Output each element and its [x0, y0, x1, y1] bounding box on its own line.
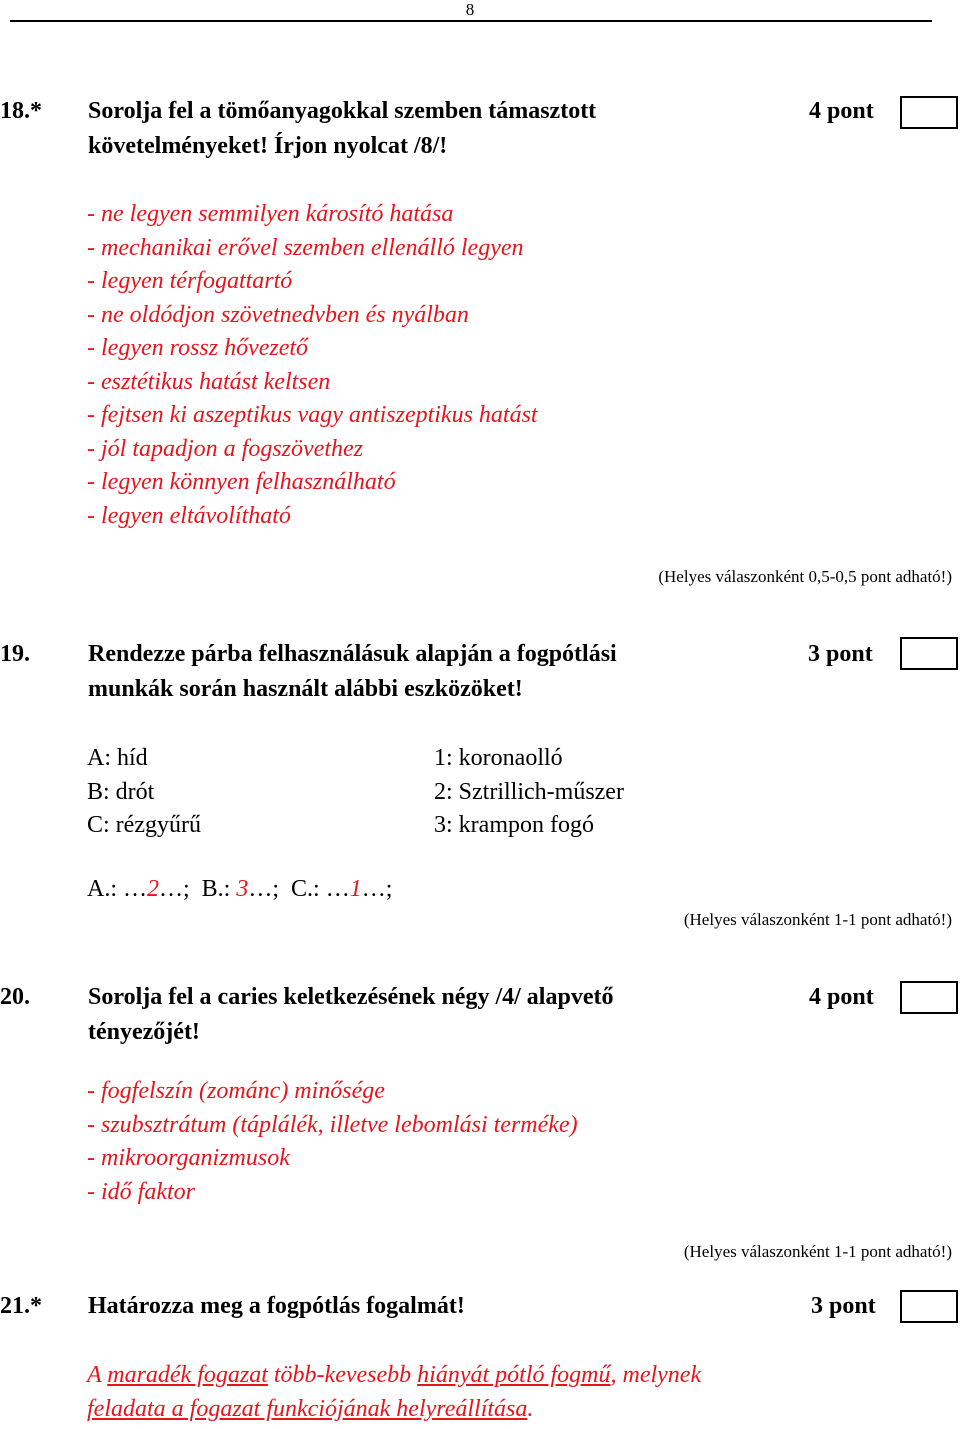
answer-item: - legyen térfogattartó — [87, 268, 293, 294]
answer-b-value: 3 — [236, 876, 249, 902]
header-rule — [10, 20, 932, 22]
question-18-score-box[interactable] — [900, 96, 958, 129]
question-21-points: 3 pont — [811, 1293, 876, 1319]
answer-end: …; — [361, 876, 393, 902]
answer-line-2 — [87, 1393, 701, 1427]
answer-item: - fejtsen ki aszeptikus vagy antiszeptikus hatást — [87, 402, 538, 428]
question-19-score-box[interactable] — [900, 637, 958, 670]
page-number: 8 — [465, 0, 475, 19]
answer-c-label: …; C.: … — [248, 876, 350, 902]
answer-item: - szubsztrátum (táplálék, illetve lebomlási terméke) — [87, 1111, 578, 1138]
list-item: 3: krampon fogó — [434, 812, 594, 838]
answer-b-label: …; B.: — [159, 876, 237, 902]
question-18-answer-list — [87, 198, 538, 533]
question-19-number: 19. — [0, 641, 30, 667]
question-18-number: 18.* — [0, 98, 42, 124]
list-item: 1: koronaolló — [434, 745, 563, 771]
question-18-scoring-note: (Helyes válaszonként 0,5-0,5 pont adható!) — [658, 567, 952, 586]
answer-item: - legyen könnyen felhasználható — [87, 469, 396, 495]
question-20-points: 4 pont — [809, 984, 874, 1010]
answer-item: - idő faktor — [87, 1178, 195, 1205]
answer-text: , melynek — [610, 1362, 702, 1388]
answer-underlined-text: hiányát pótló fogmű — [417, 1362, 611, 1388]
answer-item: - mechanikai erővel szemben ellenálló legyen — [87, 234, 524, 261]
question-20-scoring-note: (Helyes válaszonként 1-1 pont adható!) — [683, 1242, 952, 1261]
question-19-line1: Rendezze párba felhasználásuk alapján a fogpótlási — [88, 641, 617, 667]
answer-item: - mikroorganizmusok — [87, 1145, 290, 1171]
question-21-answer — [87, 1359, 701, 1426]
answer-item: - ne legyen semmilyen károsító hatása — [87, 201, 454, 227]
answer-underlined-text: maradék fogazat — [107, 1362, 268, 1388]
question-20-score-box[interactable] — [900, 981, 958, 1014]
answer-a-label: A.: … — [87, 876, 147, 902]
question-20-line1: Sorolja fel a caries keletkezésének négy /4/ alapvető — [88, 984, 614, 1010]
answer-item: - ne oldódjon szövetnedvben és nyálban — [87, 301, 469, 328]
answer-item: - fogfelszín (zománc) minősége — [87, 1078, 385, 1104]
answer-c-value: 1 — [349, 876, 362, 902]
question-19-right-column — [434, 742, 624, 843]
answer-text: több-kevesebb — [267, 1362, 418, 1388]
question-21-line1: Határozza meg a fogpótlás fogalmát! — [88, 1293, 465, 1319]
answer-text: . — [527, 1395, 534, 1422]
list-item: B: drót — [87, 778, 155, 805]
answer-line-1 — [87, 1359, 701, 1393]
answer-a-value: 2 — [147, 876, 159, 902]
question-21-number: 21.* — [0, 1293, 42, 1319]
answer-item: - legyen rossz hővezető — [87, 335, 309, 361]
answer-text: A — [87, 1362, 108, 1388]
question-19-answer-line — [87, 876, 392, 903]
question-19-line2: munkák során használt alábbi eszközöket! — [88, 676, 523, 702]
question-19-scoring-note: (Helyes válaszonként 1-1 pont adható!) — [683, 910, 952, 929]
question-20-answer-list — [87, 1075, 578, 1209]
question-19-points: 3 pont — [808, 641, 873, 667]
question-18-points: 4 pont — [809, 98, 874, 124]
question-18-line1: Sorolja fel a tömőanyagokkal szemben támasztott — [88, 98, 597, 124]
list-item: C: rézgyűrű — [87, 812, 201, 838]
question-19-left-column — [87, 742, 201, 843]
list-item: A: híd — [87, 745, 148, 771]
question-21-score-box[interactable] — [900, 1290, 958, 1323]
answer-item: - jól tapadjon a fogszövethez — [87, 435, 363, 462]
list-item: 2: Sztrillich-műszer — [434, 778, 624, 805]
answer-item: - legyen eltávolítható — [87, 502, 291, 529]
answer-item: - esztétikus hatást keltsen — [87, 368, 331, 395]
question-20-number: 20. — [0, 984, 30, 1010]
question-20-line2: tényezőjét! — [88, 1019, 200, 1045]
question-18-line2: követelményeket! Írjon nyolcat /8/! — [88, 133, 448, 159]
answer-underlined-text: feladata a fogazat funkciójának helyreállítása — [87, 1395, 528, 1422]
